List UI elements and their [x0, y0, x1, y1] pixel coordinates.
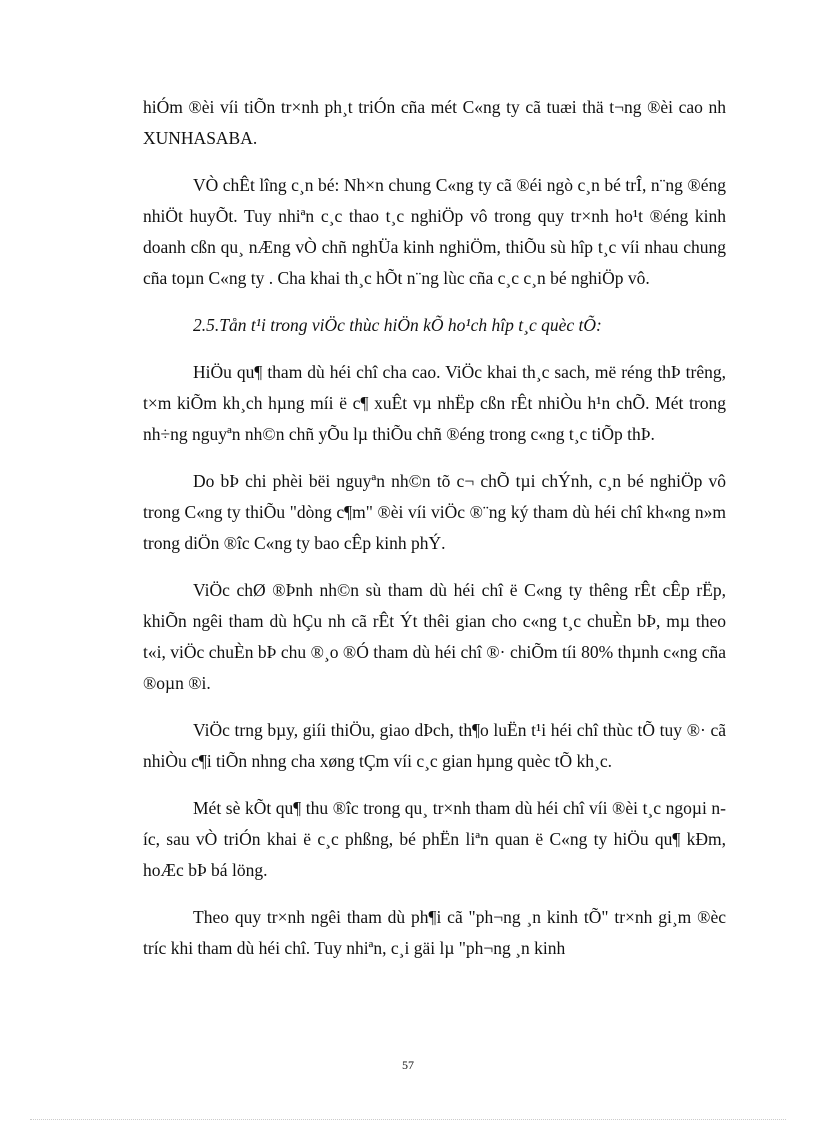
paragraph-personnel-assignment: ViÖc chØ ®Þnh nh©n sù tham dù héi chî ë C«ng ty thêng rÊt cÊp rËp, khiÕn ngêi tham dù hÇu nh cã rÊt Ýt thêi gian cho c«ng t¸c chuÈn bÞ, mµ theo t«i, viÖc chuÈn bÞ chu ®¸o ®Ó tham dù héi chî ®· chiÕm tíi 80% thµnh c«ng cña ®oµn ®i.	[143, 580, 726, 693]
section-heading: 2.5.Tån t¹i trong viÖc thùc hiÖn kÕ ho¹ch hîp t¸c quèc tÕ:	[193, 315, 602, 335]
paragraph-continuation: hiÓm ®èi víi tiÕn tr×nh ph¸t triÓn cña mét C«ng ty cã tuæi thä t¬ng ®èi cao nh XUNHASABA.	[143, 97, 726, 148]
paragraph-results-followup: Mét sè kÕt qu¶ thu ®îc trong qu¸ tr×nh tham dù héi chî víi ®èi t¸c ngoµi níc, sau vÒ triÓn khai ë c¸c phßng, bé phËn liªn quan ë C«ng ty hiÖu qu¶ kÐm, hoÆc bÞ bá löng.	[143, 798, 726, 880]
body-text	[143, 92, 726, 980]
paragraph-exhibition-display: ViÖc trng bµy, giíi thiÖu, giao dÞch, th¶o luËn t¹i héi chî thùc tÕ tuy ®· cã nhiÒu c¶i tiÕn nhng cha xøng tÇm víi c¸c gian hµng quèc tÕ kh¸c.	[143, 720, 726, 771]
paragraph-staff-quality: VÒ chÊt lîng c¸n bé: Nh×n chung C«ng ty cã ®éi ngò c¸n bé trÎ, n¨ng ®éng nhiÖt huyÕt. Tuy nhiªn c¸c thao t¸c nghiÖp vô trong quy tr×nh ho¹t ®éng kinh doanh cßn qu¸ nÆng vÒ chñ nghÜa kinh nghiÖm, thiÕu sù hîp t¸c víi nhau chung cña toµn C«ng ty . Cha khai th¸c hÕt n¨ng lùc cña c¸c c¸n bé nghiÖp vô.	[143, 175, 726, 288]
paragraph-procedure: Theo quy tr×nh ngêi tham dù ph¶i cã "ph¬ng ¸n kinh tÕ" tr×nh gi¸m ®èc tríc khi tham dù héi chî. Tuy nhiªn, c¸i gäi lµ "ph¬ng ¸n kinh	[143, 907, 726, 958]
paragraph-financial-mechanism: Do bÞ chi phèi bëi nguyªn nh©n tõ c¬ chÕ tµi chÝnh, c¸n bé nghiÖp vô trong C«ng ty thiÕu "dòng c¶m" ®èi víi viÖc ®¨ng ký tham dù héi chî kh«ng n»m trong diÖn ®îc C«ng ty bao cÊp kinh phÝ.	[143, 471, 726, 553]
bottom-divider	[30, 1119, 786, 1120]
page-number: 57	[402, 1058, 414, 1072]
paragraph-trade-fair-efficiency: HiÖu qu¶ tham dù héi chî cha cao. ViÖc khai th¸c sach, më réng thÞ trêng, t×m kiÕm kh¸ch hµng míi ë c¶ xuÊt vµ nhËp cßn rÊt nhiÒu h¹n chÕ. Mét trong nh÷ng nguyªn nh©n chñ yÕu lµ thiÕu chñ ®éng trong c«ng t¸c tiÕp thÞ.	[143, 362, 726, 444]
